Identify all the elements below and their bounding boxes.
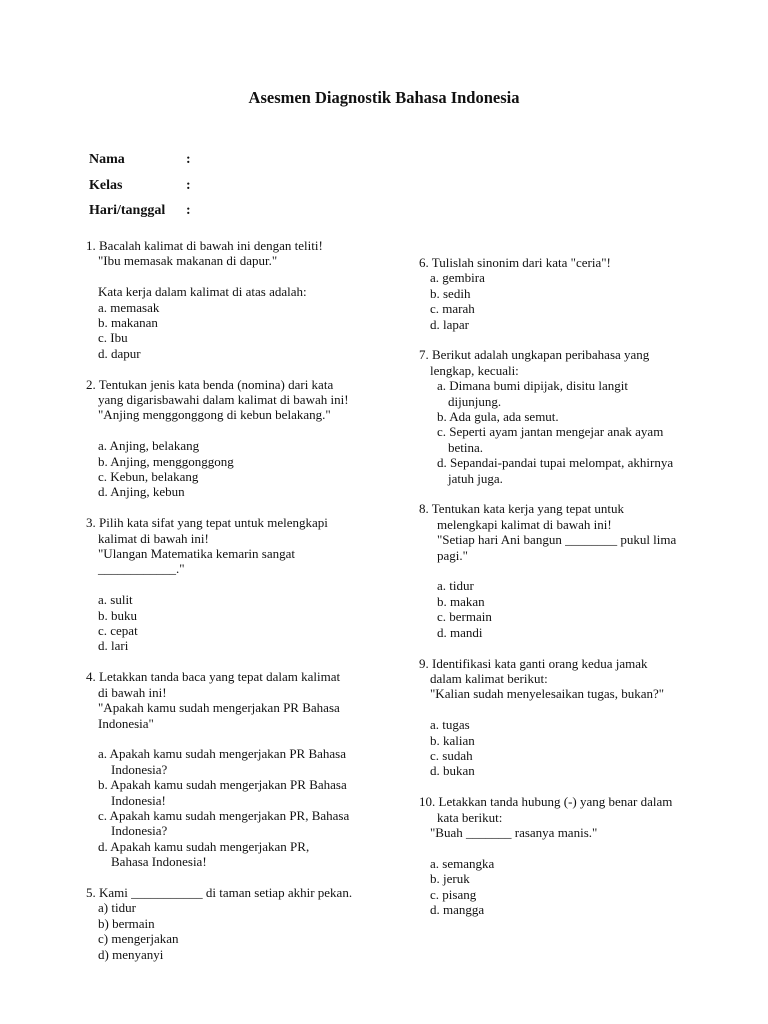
answer-option-a-cont: Indonesia? [111,761,168,777]
question-quote: "Setiap hari Ani bangun ________ pukul lima [437,532,677,548]
answer-option-d: d. lapar [430,316,469,332]
answer-option-c: c. Kebun, belakang [98,469,199,485]
answer-option-c: c. cepat [98,623,138,639]
question-text-cont: melengkapi kalimat di bawah ini! [437,516,612,532]
question-quote-cont: ____________." [98,561,185,577]
question-text-cont: yang digarisbawahi dalam kalimat di bawah ini! [98,392,349,408]
question-2 [86,377,411,500]
question-quote: "Buah _______ rasanya manis." [430,824,598,840]
answer-option-c: c. bermain [437,609,492,625]
right-column [419,255,744,933]
answer-option-d: d. Apakah kamu sudah mengerjakan PR, [98,838,310,854]
answer-option-b: b. jeruk [430,871,470,887]
question-text-cont: di bawah ini! [98,684,167,700]
answer-option-d-cont: Bahasa Indonesia! [111,854,207,870]
answer-option-c: c. Seperti ayam jantan mengejar anak ayam [437,424,664,440]
answer-option-b: b. makan [437,593,485,609]
answer-option-a: a. Apakah kamu sudah mengerjakan PR Bahasa [98,746,347,762]
document-title: Asesmen Diagnostik Bahasa Indonesia [248,88,520,107]
answer-option-b: b. makanan [98,315,158,331]
answer-option-b: b. Apakah kamu sudah mengerjakan PR Bahasa [98,777,347,793]
answer-option-a: a. Dimana bumi dipijak, disitu langit [437,378,629,394]
answer-option-a: a. tugas [430,717,470,733]
question-prompt: Kata kerja dalam kalimat di atas adalah: [98,284,307,300]
answer-option-b: b. Anjing, menggonggong [98,453,234,469]
left-column [86,238,411,977]
answer-option-a: a. memasak [98,299,160,315]
date-label: Hari/tanggal [89,203,166,218]
question-text: 9. Identifikasi kata ganti orang kedua jamak [419,655,648,671]
answer-option-c-cont: Indonesia? [111,823,168,839]
question-text-cont: dalam kalimat berikut: [430,670,548,686]
answer-option-c-cont: betina. [448,439,484,455]
answer-option-b: b. sedih [430,285,471,301]
question-text: 5. Kami ___________ di taman setiap akhir pekan. [86,884,353,900]
question-text: 2. Tentukan jenis kata benda (nomina) dari kata [86,376,334,392]
answer-option-c: c. sudah [430,747,473,763]
answer-option-d: d. mandi [437,624,483,640]
date-colon: : [186,203,191,218]
question-text-cont: kata berikut: [437,809,503,825]
answer-option-d: d. bukan [430,763,475,779]
question-text: 1. Bacalah kalimat di bawah ini dengan teliti! [86,238,323,253]
date-field [89,202,191,219]
answer-option-a: a. tidur [437,578,474,594]
name-field [89,151,191,168]
question-1 [86,238,411,361]
question-text: 10. Letakkan tanda hubung (-) yang benar dalam [419,794,673,810]
question-7 [419,347,744,486]
question-quote: "Kalian sudah menyelesaikan tugas, bukan?" [430,686,665,702]
question-text: 7. Berikut adalah ungkapan peribahasa yang [419,347,650,363]
answer-option-c: c. marah [430,301,475,317]
question-text: 3. Pilih kata sifat yang tepat untuk melengkapi [86,515,328,531]
answer-option-b: b. Ada gula, ada semut. [437,409,559,425]
question-quote: "Apakah kamu sudah mengerjakan PR Bahasa [98,700,340,716]
answer-option-d: d) menyanyi [98,946,164,962]
question-8 [419,501,744,640]
question-4 [86,669,411,869]
answer-option-d: d. mangga [430,901,485,917]
question-quote-cont: pagi." [437,547,468,563]
name-label: Nama [89,152,125,167]
question-text: 4. Letakkan tanda baca yang tepat dalam kalimat [86,669,341,685]
question-quote: "Anjing menggonggong di kebun belakang." [98,407,331,423]
question-quote: "Ulangan Matematika kemarin sangat [98,546,295,562]
answer-option-a: a. semangka [430,855,495,871]
question-quote-cont: Indonesia" [98,715,154,731]
question-9 [419,656,744,779]
question-text: 8. Tentukan kata kerja yang tepat untuk [419,501,624,517]
answer-option-b: b. kalian [430,732,475,748]
question-quote: "Ibu memasak makanan di dapur." [98,253,278,269]
question-5 [86,885,411,962]
answer-option-c: c) mengerjakan [98,931,179,947]
answer-option-a-cont: dijunjung. [448,393,502,409]
question-text-cont: lengkap, kecuali: [430,362,519,378]
answer-option-b: b) bermain [98,915,155,931]
question-text: 6. Tulislah sinonim dari kata "ceria"! [419,255,611,270]
question-10 [419,794,744,917]
answer-option-d-cont: jatuh juga. [448,470,503,486]
class-field [89,177,191,194]
answer-option-b: b. buku [98,607,137,623]
class-label: Kelas [89,178,123,193]
answer-option-c: c. Apakah kamu sudah mengerjakan PR, Bahasa [98,807,350,823]
answer-option-a: a) tidur [98,900,136,916]
question-3 [86,515,411,654]
answer-option-a: a. Anjing, belakang [98,438,200,454]
name-colon: : [186,152,191,167]
answer-option-d: d. Sepandai-pandai tupai melompat, akhirnya [437,455,674,471]
answer-option-d: d. lari [98,638,129,654]
answer-option-d: d. Anjing, kebun [98,484,185,500]
answer-option-c: c. pisang [430,886,477,902]
question-text-cont: kalimat di bawah ini! [98,530,209,546]
answer-option-a: a. sulit [98,592,133,608]
class-colon: : [186,178,191,193]
question-6 [419,255,744,332]
answer-option-a: a. gembira [430,270,485,286]
answer-option-c: c. Ibu [98,330,128,346]
answer-option-b-cont: Indonesia! [111,792,166,808]
answer-option-d: d. dapur [98,345,141,361]
